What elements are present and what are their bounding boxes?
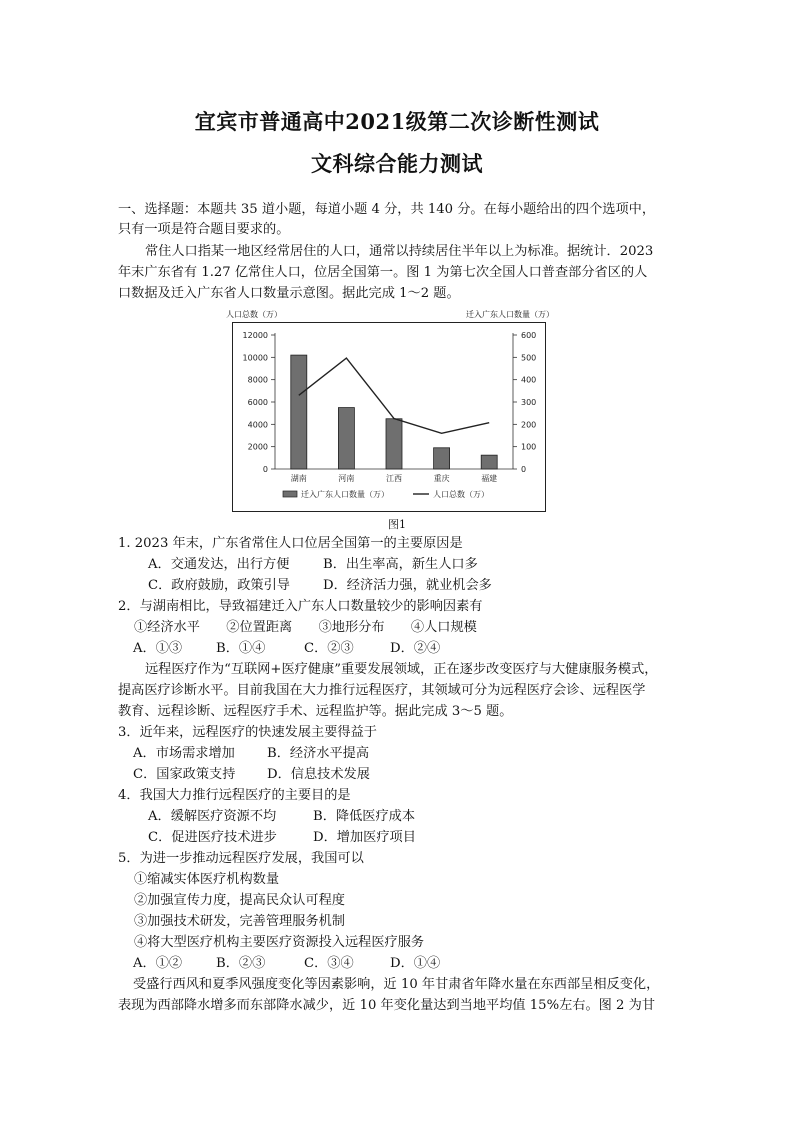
population-chart [233,323,545,511]
question-stem: 1. 2023 年末，广东省常住人口位居全国第一的主要原因是 [118,536,463,551]
passage-line: 年末广东省有 1.27 亿常住人口，位居全国第一。图 1 为第七次全国人口普查部分省区的人 [118,265,648,280]
bar-江西 [386,419,402,469]
right-tick-label: 0 [521,465,527,474]
question-item: ①缩减实体医疗机构数量 [134,872,280,887]
category-label: 重庆 [433,474,450,483]
passage-line: 受盛行西风和夏季风强度变化等因素影响，近 10 年甘肃省年降水量在东西部呈相反变化， [133,977,660,992]
question-item: ②加强宣传力度，提高民众认可程度 [134,893,345,908]
option-b: B．出生率高，新生人口多 [323,557,478,572]
left-tick-label: 12000 [242,331,268,340]
option-c: C．促进医疗技术进步 [148,830,277,845]
right-tick-label: 200 [521,420,537,430]
section-intro-line: 一、选择题：本题共 35 道小题，每道小题 4 分，共 140 分。在每小题给出的四个选项中， [118,202,656,217]
right-axis-title: 迁入广东人口数量（万） [466,310,554,319]
question-items: ①经济水平 ②位置距离 ③地形分布 ④人口规模 [134,620,477,635]
passage-line: 教育、远程诊断、远程医疗手术、远程监护等。据此完成 3～5 题。 [118,704,513,719]
right-tick-label: 300 [521,398,537,407]
bar-湖南 [291,355,307,469]
option-a: A．市场需求增加 [133,746,235,761]
bar-河南 [338,408,354,469]
left-tick-label: 4000 [247,420,268,430]
question-item: ③加强技术研发，完善管理服务机制 [134,914,345,929]
question-stem: 2．与湖南相比，导致福建迁入广东人口数量较少的影响因素有 [118,599,483,614]
option-d: D．增加医疗项目 [313,830,416,845]
option-a: A．交通发达，出行方便 [148,557,290,572]
right-tick-label: 500 [521,353,537,363]
option-c: C．政府鼓励，政策引导 [148,578,290,593]
category-label: 湖南 [290,474,307,483]
question-stem: 4．我国大力推行远程医疗的主要目的是 [118,788,351,803]
bar-重庆 [434,448,450,469]
passage-line: 远程医疗作为“互联网+医疗健康”重要发展领域，正在逐步改变医疗与大健康服务模式， [145,662,658,677]
legend-line-label: 人口总数（万） [433,490,489,499]
category-label: 河南 [338,474,355,483]
option-a: A．①② [133,956,183,971]
option-d: D．①④ [390,956,441,971]
option-a: A．①③ [133,641,183,656]
section-intro-line: 只有一项是符合题目要求的。 [118,222,290,237]
bar-福建 [481,455,497,469]
option-b: B．经济水平提高 [267,746,370,761]
category-label: 福建 [481,474,498,483]
question-stem: 5．为进一步推动远程医疗发展，我国可以 [118,851,364,866]
passage-line: 表现为西部降水增多而东部降水减少，近 10 年变化量达到当地平均值 15%左右。图 2 为甘 [118,998,656,1013]
option-d: D．经济活力强，就业机会多 [323,578,492,593]
left-tick-label: 2000 [247,442,268,452]
passage-line: 口数据及迁入广东省人口数量示意图。据此完成 1～2 题。 [118,286,460,301]
right-tick-label: 400 [521,375,537,385]
option-d: D．②④ [390,641,441,656]
passage-line: 常住人口指某一地区经常居住的人口，通常以持续居住半年以上为标准。据统计．2023 [145,244,654,259]
page-title: 宜宾市普通高中2021级第二次诊断性测试 [194,109,600,134]
left-tick-label: 6000 [247,398,268,407]
right-tick-label: 100 [521,442,537,452]
right-tick-label: 600 [521,331,537,340]
option-b: B．②③ [216,956,266,971]
legend-bar-swatch [283,491,297,497]
left-tick-label: 10000 [242,353,268,363]
option-a: A．缓解医疗资源不均 [148,809,277,824]
option-d: D．信息技术发展 [267,767,370,782]
left-axis-title: 人口总数（万） [226,310,282,319]
chart-frame [232,322,546,512]
question-stem: 3．近年来，远程医疗的快速发展主要得益于 [118,725,377,740]
left-tick-label: 0 [262,465,268,474]
left-tick-label: 8000 [247,375,268,385]
page-subtitle: 文科综合能力测试 [311,151,483,176]
option-c: C．国家政策支持 [133,767,236,782]
option-b: B．①④ [216,641,266,656]
option-c: C．②③ [304,641,354,656]
passage-line: 提高医疗诊断水平。目前我国在大力推行远程医疗，其领域可分为远程医疗会诊、远程医学 [118,683,646,698]
legend-bar-label: 迁入广东人口数量（万） [301,490,389,499]
figure-caption: 图1 [388,518,406,531]
option-c: C．③④ [304,956,354,971]
question-item: ④将大型医疗机构主要医疗资源投入远程医疗服务 [134,935,425,950]
category-label: 江西 [386,474,402,483]
option-b: B．降低医疗成本 [313,809,416,824]
